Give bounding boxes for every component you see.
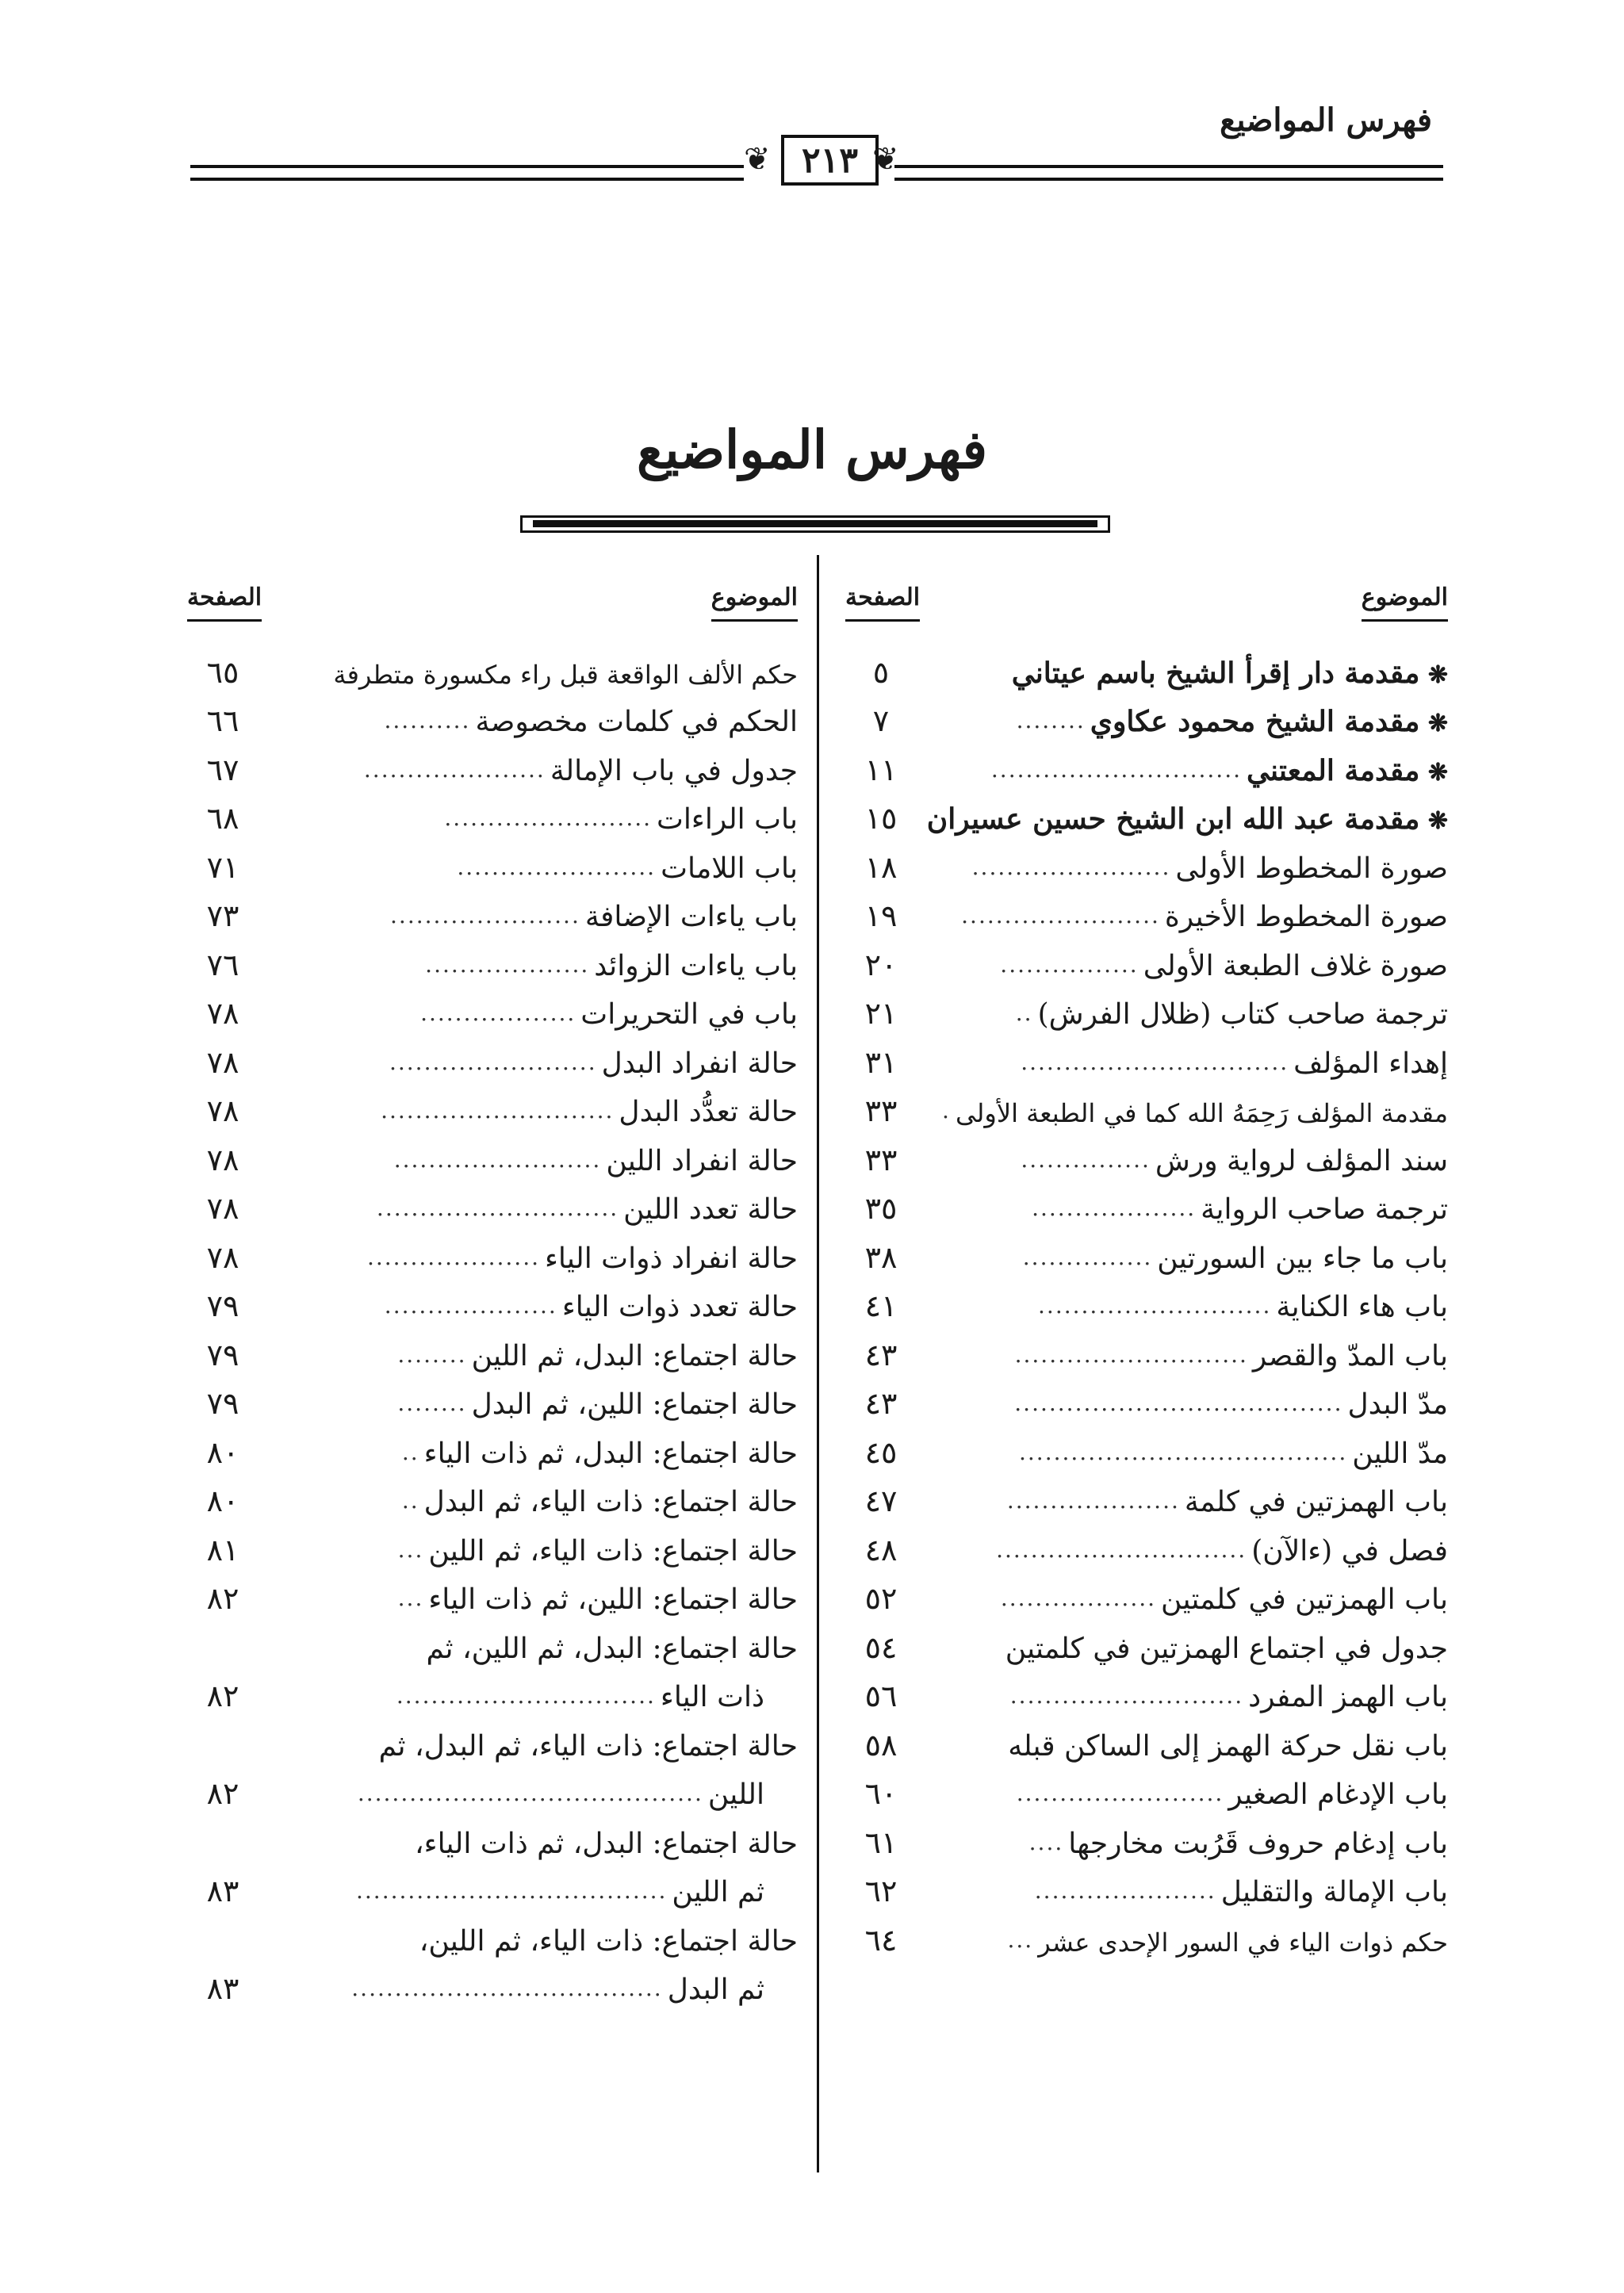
toc-entry-topic: حالة انفراد البدل [601, 1047, 798, 1080]
toc-entry-page: ٦٧ [206, 752, 239, 787]
toc-entry [187, 1518, 798, 1568]
toc-entry [845, 1080, 1448, 1129]
toc-entry-page: ٧٨ [206, 1044, 239, 1080]
toc-entry-topic: ثم البدل [667, 1973, 764, 2006]
toc-entry-page: ٤١ [864, 1288, 898, 1323]
toc-entry [187, 1080, 798, 1129]
toc-entry [187, 787, 798, 836]
toc-entry [187, 1031, 798, 1080]
toc-entry-page: ٣٨ [864, 1239, 898, 1275]
toc-entry-page: ٨٢ [206, 1679, 239, 1713]
toc-entry-topic: ❋ مقدمة دار إقرأ الشيخ باسم عيتاني [1012, 657, 1448, 690]
toc-entry-leader [263, 1953, 415, 1958]
toc-entry-topic: حالة اجتماع: ذات الياء، ثم اللين [428, 1534, 798, 1568]
toc-entry-page: ٧٩ [206, 1288, 239, 1323]
toc-entry-topic: جدول في اجتماع الهمزتين في كلمتين [1005, 1632, 1448, 1665]
toc-entry [845, 1323, 1448, 1372]
toc-entry-leader: ........................ [393, 1146, 602, 1173]
toc-entry-page: ٦٥ [206, 654, 239, 690]
toc-entry-topic: باب الراءات [657, 803, 798, 836]
toc-entry-leader: ........................... [1014, 1341, 1248, 1368]
toc-entry-leader [921, 1660, 1001, 1665]
toc-entry-leader: ...................................... [1019, 1438, 1348, 1465]
toc-entry-leader: ... [397, 1585, 424, 1611]
toc-entry [187, 1713, 798, 1763]
toc-entry [187, 1763, 798, 1812]
toc-entry-leader: ........ [1016, 707, 1086, 733]
toc-entry-leader: . [942, 1097, 951, 1124]
toc-entry-leader: ............................ [376, 1195, 619, 1221]
header-rule-left [190, 165, 744, 181]
toc-entry-leader: ... [397, 1536, 424, 1563]
toc-entry-page: ٧ [872, 703, 890, 738]
toc-entry-topic: مدّ اللين [1352, 1437, 1448, 1470]
toc-entry-leader: .. [401, 1487, 419, 1514]
toc-entry-page: ٥٢ [864, 1581, 898, 1616]
toc-entry-leader: .. [401, 1438, 419, 1465]
toc-entry-topic: حكم ذوات الياء في السور الإحدى عشر [1038, 1927, 1448, 1958]
toc-entry-topic: حالة اجتماع: ذات الياء، ثم البدل [423, 1486, 798, 1518]
toc-entry [187, 1177, 798, 1227]
toc-entry [845, 836, 1448, 885]
toc-entry [187, 1470, 798, 1519]
toc-entry-topic: باب اللامات [661, 852, 798, 885]
toc-entry-leader: ...................................... [1014, 1390, 1343, 1416]
toc-entry-topic: حالة تعدد ذوات الياء [561, 1291, 798, 1323]
toc-entry [187, 1665, 798, 1714]
toc-entry [845, 1763, 1448, 1812]
toc-entry [845, 1713, 1448, 1763]
toc-column-right [845, 579, 1448, 1958]
topic-header: الموضوع [711, 584, 798, 622]
toc-entry [187, 1275, 798, 1324]
toc-entry-leader: ............... [1022, 1243, 1153, 1270]
toc-entry-leader [921, 685, 1007, 690]
header-rule-right [894, 165, 1443, 181]
toc-entry-page: ٤٨ [864, 1532, 898, 1568]
toc-entry-leader [263, 1855, 410, 1860]
toc-entry-leader: ........................... [1038, 1292, 1272, 1319]
toc-entry-leader: ........................................ [357, 1780, 703, 1806]
toc-entry [187, 1811, 798, 1860]
toc-list-right [845, 641, 1448, 1958]
toc-entry-topic: حالة تعدد اللين [623, 1193, 798, 1226]
toc-entry-topic: مقدمة المؤلف رَحِمَهُ الله كما في الطبعة الأولى [955, 1098, 1448, 1128]
toc-entry [845, 1470, 1448, 1519]
toc-entry-topic: حالة اجتماع: البدل، ثم اللين، ثم [426, 1632, 798, 1665]
toc-entry [845, 1518, 1448, 1568]
page-header: الصفحة [845, 584, 920, 622]
toc-entry [845, 1568, 1448, 1617]
toc-entry [187, 1323, 798, 1372]
toc-entry-topic: الحكم في كلمات مخصوصة [475, 706, 798, 738]
toc-entry-leader: ........................ [389, 1048, 597, 1075]
toc-entry [845, 982, 1448, 1032]
toc-entry-topic: ❋ مقدمة عبد الله ابن الشيخ حسين عسيران [927, 802, 1448, 836]
toc-entry-leader: ....................... [961, 902, 1160, 928]
toc-entry-page: ٦٨ [206, 801, 239, 836]
toc-entry-page: ٨٠ [206, 1434, 239, 1470]
toc-entry-page: ٧١ [206, 849, 239, 885]
toc-entry-topic: حالة اجتماع: اللين، ثم ذات الياء [428, 1583, 798, 1616]
toc-entry-topic: حكم الألف الواقعة قبل راء مكسورة متطرفة [333, 659, 798, 690]
toc-entry [187, 1421, 798, 1470]
toc-entry-page: ٥٦ [864, 1679, 898, 1713]
toc-entry-topic: باب ياءات الإضافة [584, 901, 798, 933]
toc-entry-topic: حالة اجتماع: البدل، ثم ذات الياء، [415, 1827, 798, 1860]
toc-entry-page: ٤٣ [864, 1337, 898, 1372]
toc-entry-topic: باب الإدغام الصغير [1228, 1778, 1448, 1811]
toc-entry [187, 690, 798, 739]
toc-entry-page: ٢٠ [864, 947, 898, 982]
toc-entry-topic: ترجمة صاحب الرواية [1201, 1193, 1448, 1226]
toc-entry-topic: باب الهمزتين في كلمتين [1161, 1583, 1448, 1616]
toc-entry-page: ٧٨ [206, 1239, 239, 1275]
toc-entry-topic: حالة اجتماع: البدل، ثم اللين [471, 1339, 798, 1372]
toc-entry-topic: ذات الياء [660, 1681, 764, 1713]
ornament-left-icon: ❦ [744, 141, 771, 178]
toc-entry-leader: ........................ [1016, 1780, 1224, 1806]
toc-entry-topic: باب نقل حركة الهمز إلى الساكن قبله [1008, 1729, 1448, 1763]
toc-entry-topic: حالة تعدُّد البدل [619, 1096, 798, 1128]
toc-entry [845, 933, 1448, 982]
toc-entry-leader: ........................ [444, 805, 653, 831]
toc-entry [845, 641, 1448, 690]
toc-entry-leader: ................... [425, 951, 590, 978]
toc-entry-leader: .... [1028, 1828, 1064, 1855]
toc-entry-page: ٨١ [206, 1532, 239, 1568]
toc-entry-topic: صورة المخطوط الأخيرة [1164, 901, 1448, 933]
toc-entry-page: ٦٠ [864, 1776, 898, 1811]
toc-entry [187, 1372, 798, 1422]
toc-entry-leader: ........ [397, 1341, 467, 1368]
toc-entry [187, 1568, 798, 1617]
toc-entry [845, 1031, 1448, 1080]
toc-entry-leader: .................. [1000, 1585, 1157, 1611]
toc-entry-page: ٤٣ [864, 1386, 898, 1421]
toc-entry-leader: ... [1007, 1926, 1034, 1953]
toc-entry-leader: ........................... [1009, 1682, 1244, 1709]
toc-entry-topic: مدّ البدل [1347, 1388, 1448, 1421]
toc-entry [845, 885, 1448, 934]
toc-entry-page: ٨٢ [206, 1776, 239, 1811]
toc-entry [845, 1616, 1448, 1665]
running-title: فهرس المواضيع [1220, 101, 1432, 139]
toc-entry-topic: سند المؤلف لرواية ورش [1155, 1144, 1448, 1177]
toc-entry-leader: .......... [384, 707, 471, 733]
toc-entry [187, 836, 798, 885]
toc-entry-page: ٥٤ [864, 1629, 898, 1665]
toc-entry-leader: ............................... [1021, 1048, 1289, 1075]
toc-entry-topic: صورة المخطوط الأولى [1175, 852, 1448, 885]
toc-entry-topic: صورة غلاف الطبعة الأولى [1143, 949, 1448, 982]
toc-entry-leader: .................................... [356, 1878, 668, 1904]
toc-entry-page: ١١ [864, 752, 898, 787]
toc-entry-leader: .................... [384, 1292, 557, 1319]
toc-entry [187, 1616, 798, 1665]
toc-entry-page: ٧٨ [206, 996, 239, 1031]
toc-entry-page: ٣٣ [864, 1093, 898, 1128]
toc-entry [187, 1226, 798, 1275]
toc-entry-topic: باب ما جاء بين السورتين [1157, 1242, 1448, 1275]
toc-entry-topic: ثم اللين [672, 1876, 764, 1908]
toc-entry-leader: ............... [1021, 1146, 1151, 1173]
toc-entry-page: ٦٢ [864, 1874, 898, 1908]
toc-entry-topic: حالة اجتماع: ذات الياء، ثم البدل، ثم [378, 1729, 798, 1763]
toc-entry-topic: إهداء المؤلف [1293, 1047, 1448, 1080]
toc-entry-topic: حالة اجتماع: اللين، ثم البدل [471, 1388, 798, 1421]
toc-entry-page: ٧٦ [206, 947, 239, 982]
toc-entry [845, 1421, 1448, 1470]
toc-entry-leader: ................ [1000, 951, 1139, 978]
toc-entry-page: ٨٣ [206, 1874, 239, 1908]
toc-entry [845, 1811, 1448, 1860]
toc-entry-page: ٧٨ [206, 1191, 239, 1226]
toc-entry-leader: ..................... [363, 756, 546, 783]
toc-entry [187, 1908, 798, 1958]
toc-entry-page: ٤٧ [864, 1483, 898, 1518]
column-header [187, 579, 798, 641]
page-header: الصفحة [187, 584, 262, 622]
toc-list-left [187, 641, 798, 2006]
toc-entry [187, 885, 798, 934]
toc-entry-leader: ........................... [381, 1097, 615, 1124]
toc-entry-page: ٢١ [864, 996, 898, 1031]
page-title: فهرس المواضيع [636, 419, 988, 480]
toc-entry [845, 1665, 1448, 1714]
toc-entry-leader [263, 1660, 422, 1665]
toc-entry-page: ٧٨ [206, 1093, 239, 1128]
toc-entry [845, 1177, 1448, 1227]
page-number: ٢١٣ [781, 135, 879, 186]
toc-entry-topic: حالة انفراد ذوات الياء [545, 1242, 798, 1275]
toc-entry-topic: حالة اجتماع: ذات الياء، ثم اللين، [419, 1924, 798, 1958]
toc-entry-page: ٣٥ [864, 1191, 898, 1226]
toc-entry-page: ٧٩ [206, 1337, 239, 1372]
toc-entry [187, 1958, 798, 2007]
toc-entry-topic: باب الهمزتين في كلمة [1184, 1486, 1448, 1518]
toc-entry-topic: ❋ مقدمة الشيخ محمود عكاوي [1090, 705, 1448, 738]
toc-entry-leader: .................. [420, 1000, 576, 1026]
toc-entry-leader [921, 831, 922, 836]
title-underline-bar [533, 520, 1097, 527]
column-header [845, 579, 1448, 641]
toc-entry-topic: ❋ مقدمة المعتني [1247, 754, 1448, 787]
toc-entry-topic: باب ياءات الزوائد [594, 949, 798, 982]
toc-entry [845, 690, 1448, 739]
ornament-right-icon: ❦ [872, 141, 899, 178]
toc-entry-page: ٤٥ [864, 1434, 898, 1470]
toc-entry [187, 1860, 798, 1909]
toc-entry-leader: .. [1015, 1000, 1033, 1026]
toc-entry-leader: ................... [1032, 1195, 1197, 1221]
toc-entry [187, 982, 798, 1032]
toc-entry-leader: ...................... [390, 902, 580, 928]
toc-entry [187, 738, 798, 787]
toc-entry-page: ٨٠ [206, 1483, 239, 1518]
toc-entry [187, 641, 798, 690]
toc-entry-leader [921, 1758, 1003, 1763]
toc-entry-leader [263, 1758, 374, 1763]
toc-entry [845, 1128, 1448, 1177]
toc-entry-page: ٧٩ [206, 1386, 239, 1421]
toc-entry-page: ٣١ [864, 1044, 898, 1080]
toc-entry-page: ١٩ [864, 898, 898, 933]
toc-entry-topic: باب في التحريرات [580, 998, 798, 1031]
toc-entry-leader: ........ [397, 1390, 467, 1416]
toc-entry-page: ٨٢ [206, 1581, 239, 1616]
toc-entry [845, 738, 1448, 787]
toc-entry-topic: حالة اجتماع: البدل، ثم ذات الياء [423, 1437, 798, 1470]
toc-entry-topic: باب الإمالة والتقليل [1220, 1876, 1448, 1908]
toc-entry-leader: ............................. [996, 1536, 1247, 1563]
toc-entry-page: ٧٣ [206, 898, 239, 933]
toc-entry-leader: .................... [366, 1243, 540, 1270]
toc-entry [845, 1908, 1448, 1958]
toc-entry [845, 1275, 1448, 1324]
toc-entry-topic: باب المدّ والقصر [1252, 1339, 1448, 1372]
toc-entry-leader [263, 685, 328, 690]
toc-entry-topic: حالة انفراد اللين [606, 1144, 798, 1177]
toc-entry-leader: ..................... [1034, 1878, 1216, 1904]
toc-entry-page: ٦٦ [206, 703, 239, 738]
column-divider [817, 555, 819, 2172]
toc-entry-leader: .............................. [396, 1682, 656, 1709]
toc-entry [187, 933, 798, 982]
toc-entry-topic: ترجمة صاحب كتاب (ظلال الفرش) [1037, 998, 1448, 1031]
toc-entry-leader: .................................... [351, 1975, 663, 2001]
toc-entry-leader: .................... [1006, 1487, 1180, 1514]
toc-entry-topic: باب إدغام حروف قَرُبت مخارجها [1068, 1827, 1448, 1860]
toc-entry-topic: اللين [707, 1778, 764, 1811]
toc-entry-page: ٦١ [864, 1824, 898, 1860]
toc-entry-page: ٨٣ [206, 1971, 239, 2006]
toc-entry [845, 787, 1448, 836]
toc-entry-leader: ....................... [971, 853, 1171, 880]
topic-header: الموضوع [1362, 584, 1448, 622]
toc-entry-leader: ....................... [457, 853, 657, 880]
toc-column-left [187, 579, 798, 2006]
toc-entry [845, 1226, 1448, 1275]
toc-entry-leader: ............................. [990, 756, 1243, 783]
toc-entry-page: ٦٤ [864, 1922, 898, 1958]
toc-entry-page: ٣٣ [864, 1142, 898, 1177]
toc-entry-page: ١٨ [864, 849, 898, 885]
toc-entry-topic: باب الهمز المفرد [1248, 1681, 1448, 1713]
toc-entry-topic: جدول في باب الإمالة [550, 754, 798, 787]
toc-entry-page: ٥٨ [864, 1727, 898, 1763]
toc-entry [187, 1128, 798, 1177]
toc-entry-page: ٥ [872, 654, 890, 690]
toc-entry-topic: فصل في (ءالآن) [1251, 1534, 1448, 1568]
toc-entry-page: ٧٨ [206, 1142, 239, 1177]
toc-entry-page: ١٥ [864, 801, 898, 836]
toc-entry [845, 1372, 1448, 1422]
toc-entry-topic: باب هاء الكناية [1276, 1291, 1448, 1323]
toc-entry [845, 1860, 1448, 1909]
